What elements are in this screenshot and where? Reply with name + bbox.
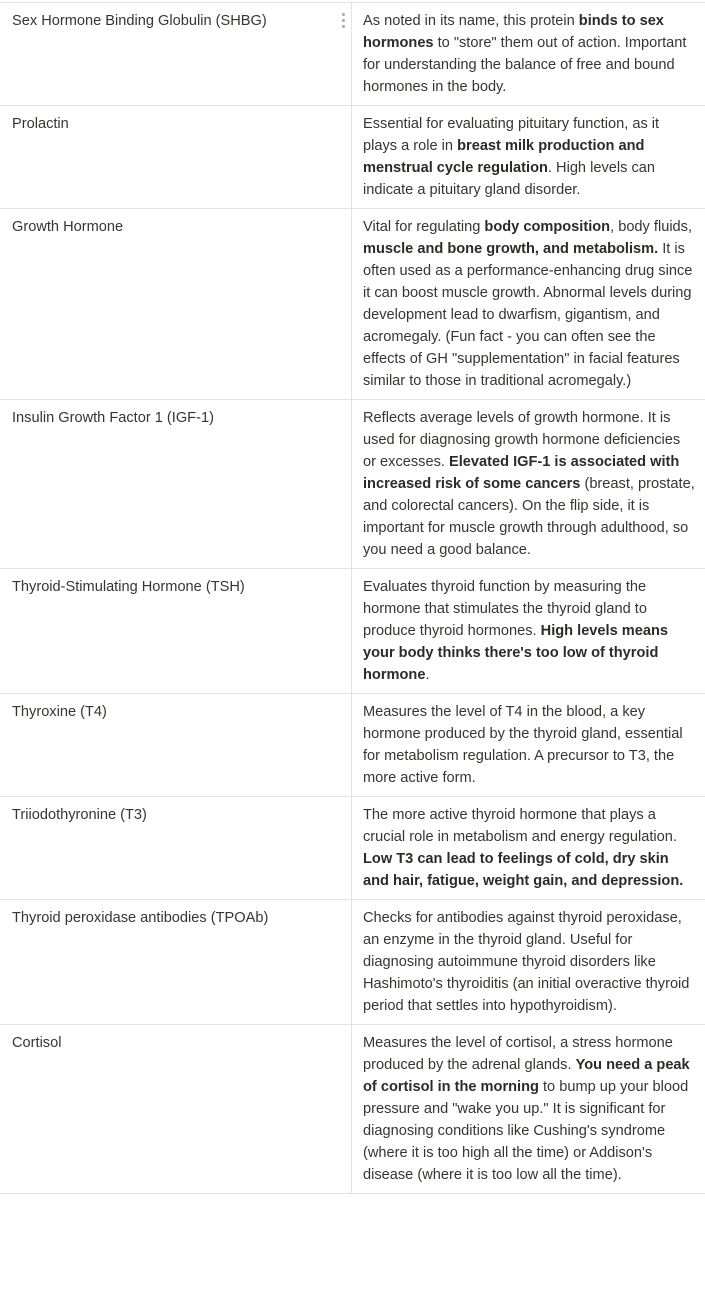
table-row[interactable] (0, 209, 705, 400)
description-text: As noted in its name, this protein (363, 13, 579, 29)
hormone-description-cell[interactable] (352, 569, 705, 694)
table-row[interactable] (0, 569, 705, 694)
hormone-name: Growth Hormone (12, 219, 123, 235)
table-row[interactable] (0, 1025, 705, 1194)
hormone-name-cell[interactable] (0, 1025, 352, 1194)
description-text: to "store" them out of action. Important for understanding the balance of free and bound hormones in the body. (363, 35, 686, 95)
hormone-name-cell[interactable] (0, 900, 352, 1025)
description-text: Measures the level of T4 in the blood, a key hormone produced by the thyroid gland, essential for metabolism regulation. A precursor to T3, the more active form. (363, 704, 683, 786)
hormone-name: Sex Hormone Binding Globulin (SHBG) (12, 13, 267, 29)
hormone-description-cell[interactable] (352, 400, 705, 569)
hormone-name-cell[interactable] (0, 400, 352, 569)
description-text: (breast, prostate, and colorectal cancers). On the flip side, it is important for muscle growth through adulthood, so you need a good balance. (363, 476, 695, 558)
hormone-description-cell[interactable] (352, 3, 705, 106)
table-row[interactable] (0, 694, 705, 797)
table-row[interactable] (0, 3, 705, 106)
hormone-description-cell[interactable] (352, 209, 705, 400)
description-text: Vital for regulating (363, 219, 484, 235)
description-text: to bump up your blood pressure and "wake you up." It is significant for diagnosing conditions like Cushing's syndrome (where it is too high all the time) or Addison's disease (where it is too low all the time). (363, 1079, 688, 1183)
hormone-name: Triiodothyronine (T3) (12, 807, 147, 823)
description-bold-text: breast milk production and menstrual cycle regulation (363, 138, 644, 176)
description-text: , body fluids, (610, 219, 692, 235)
hormone-name-cell[interactable] (0, 106, 352, 209)
hormone-table-body (0, 3, 705, 1194)
description-bold-text: muscle and bone growth, and metabolism. (363, 241, 658, 257)
description-bold-text: You need a peak of cortisol in the morning (363, 1057, 690, 1095)
hormone-name: Thyroid-Stimulating Hormone (TSH) (12, 579, 245, 595)
hormone-description-cell[interactable] (352, 797, 705, 900)
drag-handle-dot (342, 13, 345, 16)
description-text: Essential for evaluating pituitary function, as it plays a role in (363, 116, 659, 154)
description-text: Checks for antibodies against thyroid peroxidase, an enzyme in the thyroid gland. Useful for diagnosing autoimmune thyroid disorders like Hashimoto's thyroiditis (an initial overactive thyroid period that settles into hypothyroidism). (363, 910, 689, 1014)
hormone-description-cell[interactable] (352, 694, 705, 797)
description-text: Evaluates thyroid function by measuring the hormone that stimulates the thyroid gland to produce thyroid hormones. (363, 579, 647, 639)
hormone-name: Thyroid peroxidase antibodies (TPOAb) (12, 910, 268, 926)
description-bold-text: Low T3 can lead to feelings of cold, dry skin and hair, fatigue, weight gain, and depression. (363, 851, 683, 889)
hormone-description-cell[interactable] (352, 1025, 705, 1194)
description-bold-text: High levels means your body thinks there's too low of thyroid hormone (363, 623, 668, 683)
description-text: Reflects average levels of growth hormone. It is used for diagnosing growth hormone deficiencies or excesses. (363, 410, 680, 470)
hormone-table (0, 2, 705, 1194)
description-text: Measures the level of cortisol, a stress hormone produced by the adrenal glands. (363, 1035, 673, 1073)
hormone-description-cell[interactable] (352, 900, 705, 1025)
hormone-name-cell[interactable] (0, 209, 352, 400)
description-text: The more active thyroid hormone that plays a crucial role in metabolism and energy regulation. (363, 807, 677, 845)
table-row[interactable] (0, 900, 705, 1025)
table-row[interactable] (0, 797, 705, 900)
table-row[interactable] (0, 106, 705, 209)
description-text: . High levels can indicate a pituitary gland disorder. (363, 160, 655, 198)
description-text: It is often used as a performance-enhancing drug since it can boost muscle growth. Abnormal levels during development lead to dwarfism, gigantism, and acromegaly. (Fun fact - you can often see the effects of GH "supplementation" in facial features similar to those in traditional acromegaly.) (363, 241, 692, 389)
hormone-name-cell[interactable] (0, 694, 352, 797)
hormone-name: Insulin Growth Factor 1 (IGF-1) (12, 410, 214, 426)
description-bold-text: binds to sex hormones (363, 13, 664, 51)
hormone-name-cell[interactable] (0, 3, 352, 106)
hormone-name: Prolactin (12, 116, 69, 132)
drag-handle-icon[interactable] (340, 12, 346, 30)
description-bold-text: body composition (484, 219, 610, 235)
drag-handle-dot (342, 25, 345, 28)
drag-handle-dot (342, 19, 345, 22)
hormone-name: Thyroxine (T4) (12, 704, 107, 720)
description-bold-text: Elevated IGF-1 is associated with increased risk of some cancers (363, 454, 679, 492)
table-row[interactable] (0, 400, 705, 569)
hormone-name-cell[interactable] (0, 569, 352, 694)
hormone-name: Cortisol (12, 1035, 61, 1051)
hormone-name-cell[interactable] (0, 797, 352, 900)
hormone-description-cell[interactable] (352, 106, 705, 209)
description-text: . (425, 667, 429, 683)
